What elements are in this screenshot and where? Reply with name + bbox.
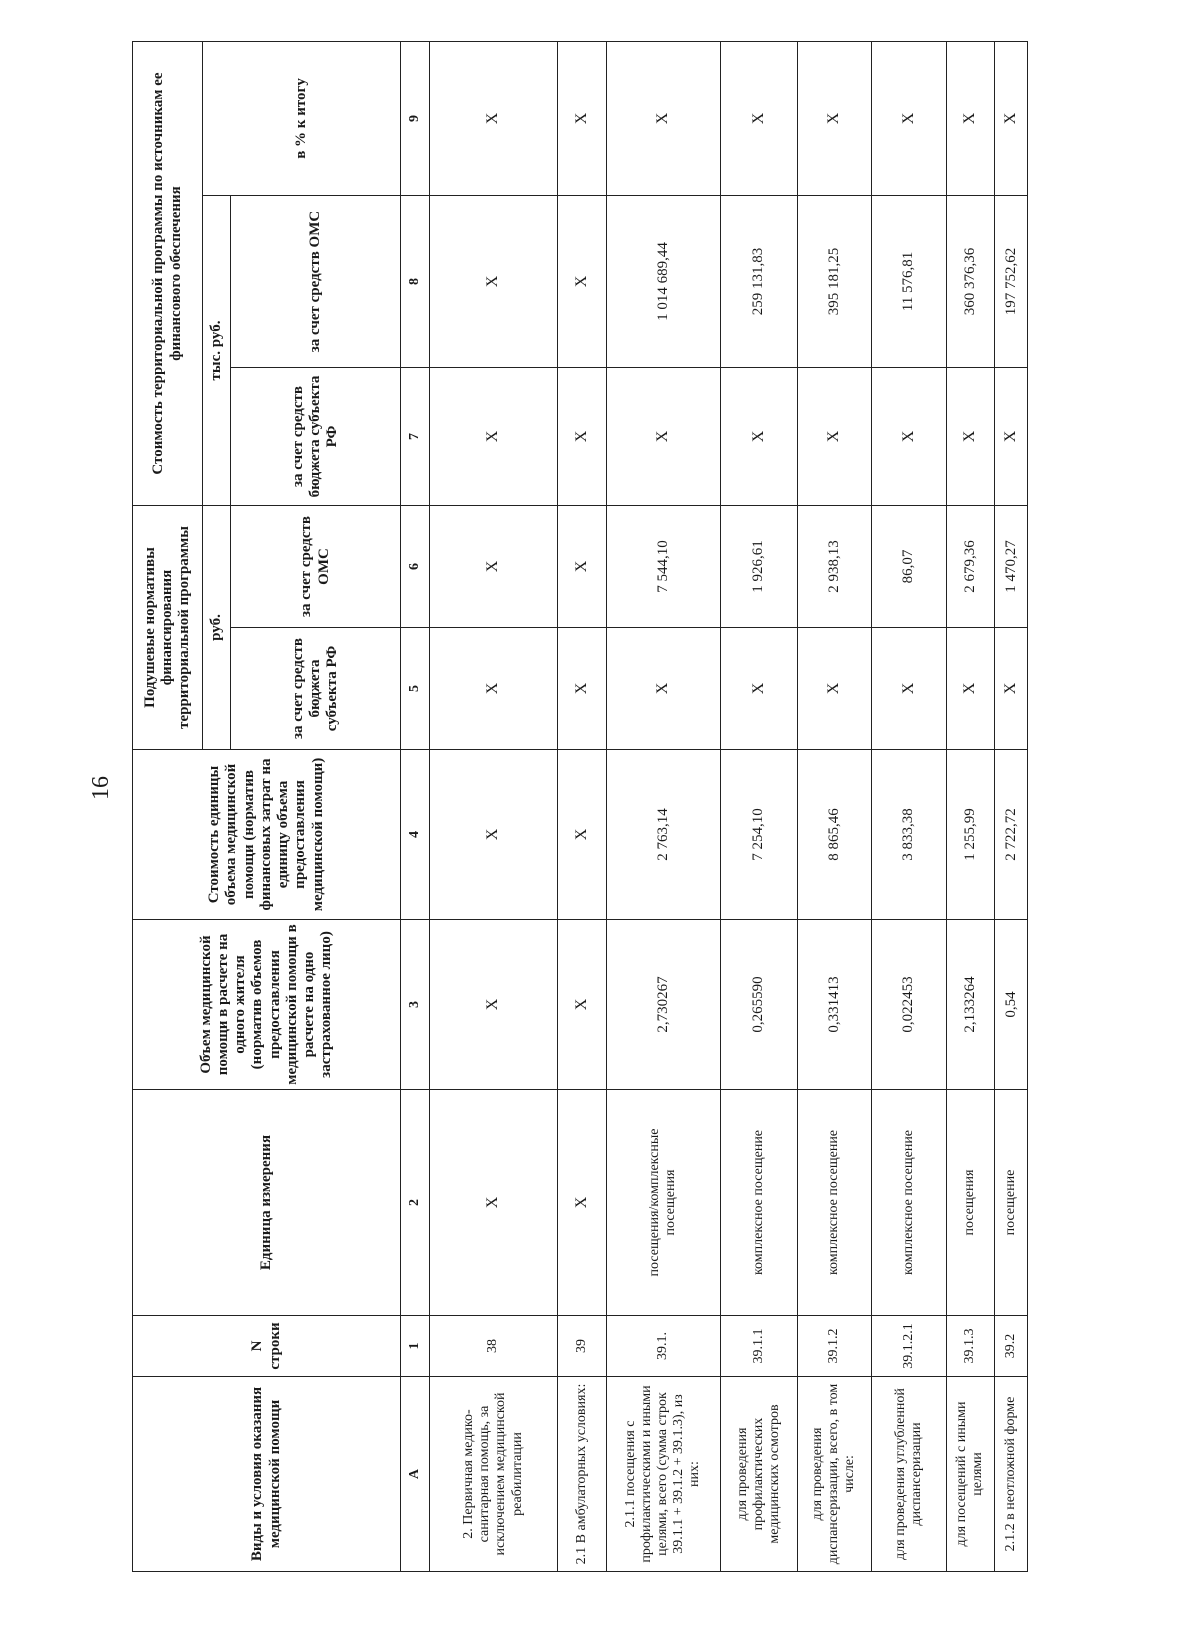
- col-number: 1: [401, 1316, 430, 1377]
- row-unit-cost: 8 865,46: [797, 750, 871, 920]
- header-per-capita-budget: за счет средств бюджета субъекта РФ: [231, 628, 401, 750]
- row-percent: X: [946, 41, 995, 195]
- row-cost-oms: 197 752,62: [995, 196, 1028, 368]
- row-volume: X: [430, 920, 558, 1090]
- row-percent: X: [872, 41, 946, 195]
- row-per-capita-oms: 7 544,10: [606, 506, 720, 628]
- row-number: 39.1.2: [797, 1316, 871, 1377]
- row-percent: X: [720, 41, 797, 195]
- row-number: 38: [430, 1316, 558, 1377]
- row-unit-cost: 2 722,72: [995, 750, 1028, 920]
- row-name: 2.1 В амбулаторных условиях:: [557, 1377, 606, 1572]
- row-cost-budget: X: [720, 368, 797, 506]
- row-name: для проведения диспансеризации, всего, в том числе:: [797, 1377, 871, 1572]
- row-unit-cost: 1 255,99: [946, 750, 995, 920]
- header-volume: Объем медицинской помощи в расчете на одного жителя (норматив объемов предоставления медицинской помощи в расчете на одно застрахованное лицо): [133, 920, 401, 1090]
- col-number: 6: [401, 506, 430, 628]
- header-cost-oms: за счет средств ОМС: [231, 196, 401, 368]
- row-cost-oms: 259 131,83: [720, 196, 797, 368]
- row-per-capita-oms: 1 470,27: [995, 506, 1028, 628]
- row-cost-budget: X: [430, 368, 558, 506]
- row-unit-cost: 3 833,38: [872, 750, 946, 920]
- row-percent: X: [995, 41, 1028, 195]
- row-volume: 0,265590: [720, 920, 797, 1090]
- row-name: для посещений с иными целями: [946, 1377, 995, 1572]
- row-per-capita-budget: X: [606, 628, 720, 750]
- row-number: 39.1.: [606, 1316, 720, 1377]
- row-cost-budget: X: [606, 368, 720, 506]
- table-row: [430, 41, 558, 1571]
- row-per-capita-oms: 2 938,13: [797, 506, 871, 628]
- header-unit: Единица измерения: [133, 1090, 401, 1316]
- row-unit: посещения: [946, 1090, 995, 1316]
- row-number: 39.1.3: [946, 1316, 995, 1377]
- row-volume: 0,331413: [797, 920, 871, 1090]
- row-percent: X: [430, 41, 558, 195]
- row-per-capita-budget: X: [872, 628, 946, 750]
- col-number: 2: [401, 1090, 430, 1316]
- row-name: для проведения углубленной диспансеризации: [872, 1377, 946, 1572]
- row-per-capita-oms: 1 926,61: [720, 506, 797, 628]
- col-number: 3: [401, 920, 430, 1090]
- col-number: 5: [401, 628, 430, 750]
- row-per-capita-budget: X: [797, 628, 871, 750]
- row-per-capita-oms: X: [557, 506, 606, 628]
- header-per-capita-group: Подушевые нормативы финансирования территориальной программы: [133, 506, 203, 750]
- header-cost-budget: за счет средств бюджета субъекта РФ: [231, 368, 401, 506]
- row-cost-oms: 360 376,36: [946, 196, 995, 368]
- rotated-table-container: [132, 42, 1028, 1572]
- row-name: 2.1.1 посещения с профилактическими и иными целями, всего (сумма строк 39.1.1 + 39.1.2 + 39.1.3), из них:: [606, 1377, 720, 1572]
- header-percent-total: в % к итогу: [203, 41, 401, 195]
- row-per-capita-oms: 86,07: [872, 506, 946, 628]
- row-per-capita-oms: X: [430, 506, 558, 628]
- row-percent: X: [557, 41, 606, 195]
- col-number: 8: [401, 196, 430, 368]
- table-row: [946, 41, 995, 1571]
- row-cost-budget: X: [872, 368, 946, 506]
- row-cost-budget: X: [557, 368, 606, 506]
- column-numbers-row: [401, 41, 430, 1571]
- row-cost-budget: X: [995, 368, 1028, 506]
- row-cost-oms: X: [557, 196, 606, 368]
- row-cost-budget: X: [946, 368, 995, 506]
- row-number: 39: [557, 1316, 606, 1377]
- col-number: 4: [401, 750, 430, 920]
- table-header: [133, 41, 430, 1571]
- row-per-capita-oms: 2 679,36: [946, 506, 995, 628]
- header-per-capita-oms: за счет средств ОМС: [231, 506, 401, 628]
- row-percent: X: [797, 41, 871, 195]
- header-unit-thous-rub: тыс. руб.: [203, 196, 231, 506]
- row-unit: комплексное посещение: [872, 1090, 946, 1316]
- table-row: [797, 41, 871, 1571]
- col-number: А: [401, 1377, 430, 1572]
- row-per-capita-budget: X: [720, 628, 797, 750]
- row-percent: X: [606, 41, 720, 195]
- row-volume: 0,54: [995, 920, 1028, 1090]
- row-unit: комплексное посещение: [720, 1090, 797, 1316]
- row-cost-oms: 1 014 689,44: [606, 196, 720, 368]
- table-row: [995, 41, 1028, 1571]
- header-program-cost-group: Стоимость территориальной программы по источникам ее финансового обеспечения: [133, 41, 203, 505]
- row-number: 39.2: [995, 1316, 1028, 1377]
- row-unit-cost: X: [557, 750, 606, 920]
- row-unit: комплексное посещение: [797, 1090, 871, 1316]
- row-per-capita-budget: X: [430, 628, 558, 750]
- table-row: [872, 41, 946, 1571]
- row-name: 2. Первичная медико-санитарная помощь, за исключением медицинской реабилитации: [430, 1377, 558, 1572]
- row-per-capita-budget: X: [557, 628, 606, 750]
- row-unit-cost: X: [430, 750, 558, 920]
- row-volume: 0,022453: [872, 920, 946, 1090]
- financing-table: [132, 41, 1028, 1572]
- row-cost-oms: X: [430, 196, 558, 368]
- col-number: 9: [401, 41, 430, 195]
- table-body: [430, 41, 1028, 1571]
- row-name: для проведения профилактических медицинских осмотров: [720, 1377, 797, 1572]
- row-per-capita-budget: X: [946, 628, 995, 750]
- row-number: 39.1.1: [720, 1316, 797, 1377]
- row-cost-oms: 11 576,81: [872, 196, 946, 368]
- header-unit-rub: руб.: [203, 506, 231, 750]
- row-per-capita-budget: X: [995, 628, 1028, 750]
- row-unit-cost: 2 763,14: [606, 750, 720, 920]
- row-number: 39.1.2.1: [872, 1316, 946, 1377]
- row-unit: посещение: [995, 1090, 1028, 1316]
- row-name: 2.1.2 в неотложной форме: [995, 1377, 1028, 1572]
- row-unit-cost: 7 254,10: [720, 750, 797, 920]
- header-row-number: N строки: [133, 1316, 401, 1377]
- table-row: [720, 41, 797, 1571]
- row-volume: 2,133264: [946, 920, 995, 1090]
- row-volume: X: [557, 920, 606, 1090]
- row-cost-oms: 395 181,25: [797, 196, 871, 368]
- row-unit: X: [557, 1090, 606, 1316]
- row-cost-budget: X: [797, 368, 871, 506]
- table-row: [606, 41, 720, 1571]
- table-row: [557, 41, 606, 1571]
- header-unit-cost: Стоимость единицы объема медицинской помощи (норматив финансовых затрат на единицу объема предоставления медицинской помощи): [133, 750, 401, 920]
- row-unit: посещения/комплексные посещения: [606, 1090, 720, 1316]
- row-unit: X: [430, 1090, 558, 1316]
- header-type-of-care: Виды и условия оказания медицинской помощи: [133, 1377, 401, 1572]
- col-number: 7: [401, 368, 430, 506]
- page-number: 16: [88, 776, 114, 800]
- row-volume: 2,730267: [606, 920, 720, 1090]
